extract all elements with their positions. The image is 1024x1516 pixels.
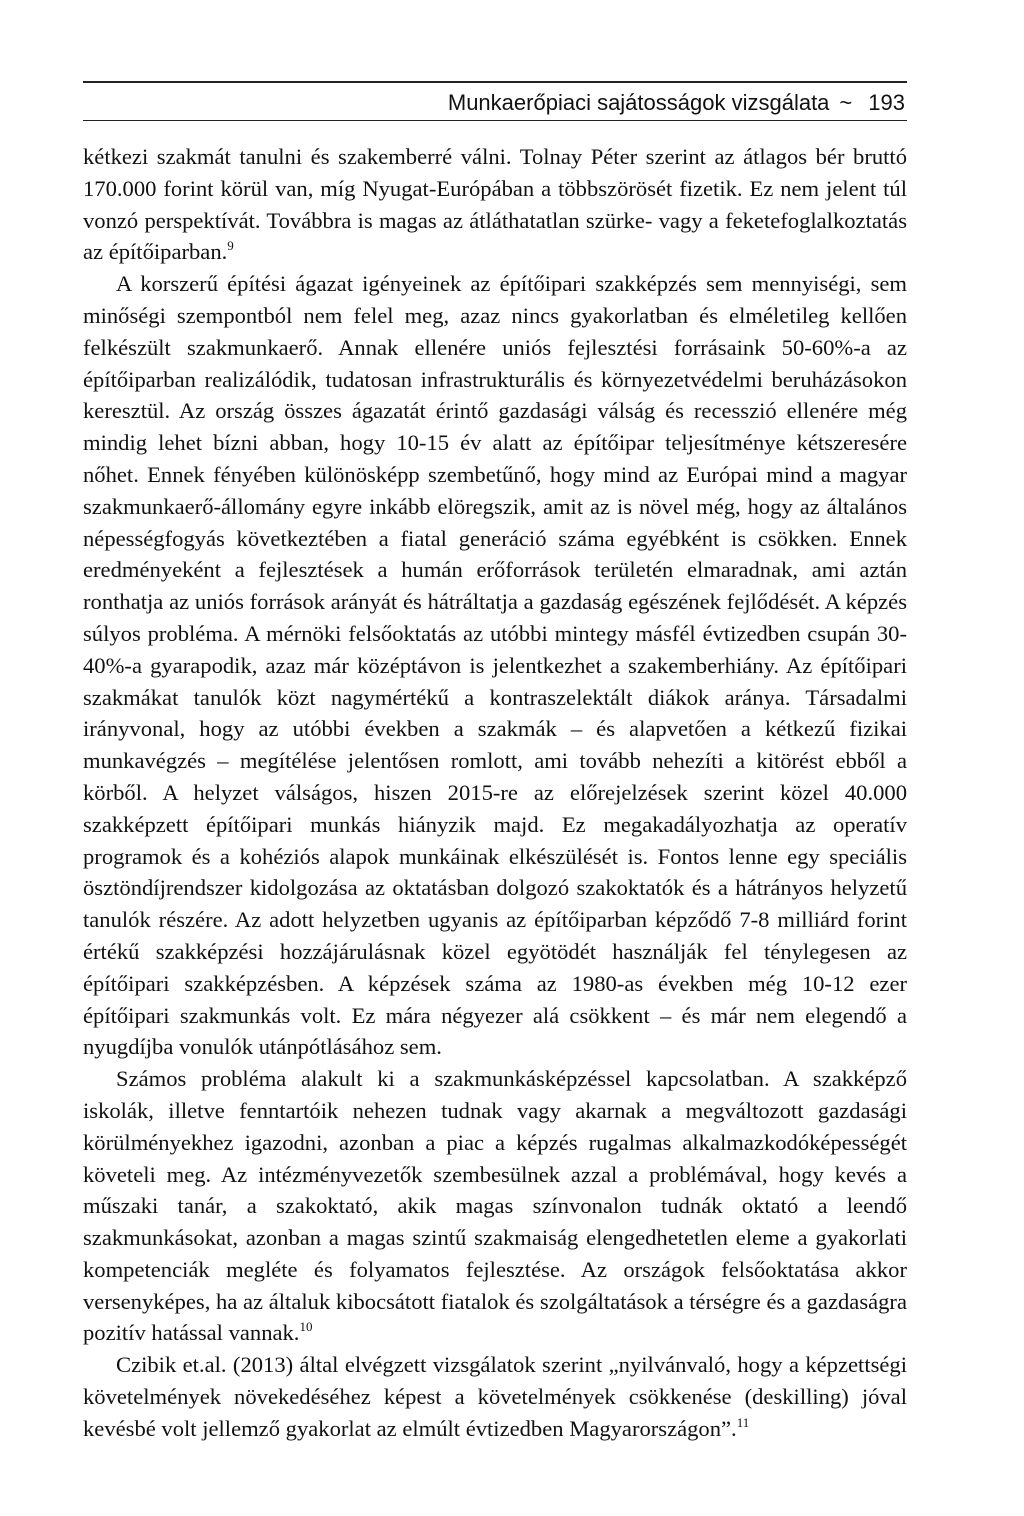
paragraph-text: Számos probléma alakult ki a szakmunkásképzéssel kapcsolatban. A szakképző iskolák, illetve fenntartóik nehezen tudnak vagy akarnak a megváltozott gazdasági körülményekhez igazodni, azonban a piac a képzés rugalmas alkalmazkodóképességét követeli meg. Az intézményvezetők szembesülnek azzal a problémával, hogy kevés a műszaki tanár, a szakoktató, akik magas színvonalon tudnák oktató a leendő szakmunkásokat, azonban a magas szintű szakmaiság elengedhetetlen eleme a gyakorlati kompetenciák megléte és folyamatos fejlesztése. Az országok felsőoktatása akkor versenyképes, ha az általuk kibocsátott fiatalok és szolgáltatások a térségre és a gazdaságra pozitív hatással vannak. (83, 1066, 907, 1346)
footnote-ref: 11 (736, 1414, 750, 1430)
footnote-ref: 9 (227, 238, 234, 254)
paragraph-text: A korszerű építési ágazat igényeinek az építőipari szakképzés sem mennyiségi, sem minőségi szempontból nem felel meg, azaz nincs gyakorlatban és elméletileg kellően felkészült szakmunkaerő. Annak ellenére uniós fejlesztési forrásaink 50-60%-a az építőiparban realizálódik, tudatosan infrastrukturális és környezetvédelmi beruházásokon keresztül. Az ország összes ágazatát érintő gazdasági válság és recesszió ellenére még mindig lehet bízni abban, hogy 10-15 év alatt az építőipar teljesítménye kétszeresére nőhet. Ennek fényében különösképp szembetűnő, hogy mind az Európai mind a magyar szakmunkaerő-állomány egyre inkább elöregszik, amit az is növel még, hogy az általános népességfogyás következtében a fiatal generáció száma egyébként is csökken. Ennek eredményeként a fejlesztések a humán erőforrások területén elmaradnak, ami aztán ronthatja az uniós források arányát és hátráltatja a gazdaság egészének fejlődését. A képzés súlyos probléma. A mérnöki felsőoktatás az utóbbi mintegy másfél évtizedben csupán 30-40%-a gyarapodik, azaz már középtávon is jelentkezhet a szakemberhiány. Az építőipari szakmákat tanulók közt nagymértékű a kontraszelektált diákok aránya. Társadalmi irányvonal, hogy az utóbbi években a szakmák – és alapvetően a kétkezű fizikai munkavégzés – megítélése jelentősen romlott, ami tovább nehezíti a kitörést ebből a körből. A helyzet válságos, hiszen 2015-re az előrejelzések szerint közel 40.000 szakképzett építőipari munkás hiányzik majd. Ez megakadályozhatja az operatív programok és a kohéziós alapok munkáinak elkészülését is. Fontos lenne egy speciális ösztöndíjrendszer kidolgozása az oktatásban dolgozó szakoktatók és a hátrányos helyzetű tanulók részére. Az adott helyzetben ugyanis az építőiparban képződő 7-8 milliárd forint értékű szakképzési hozzájárulásnak közel egyötödét használják fel ténylegesen az építőipari szakképzésben. A képzések száma az 1980-as években még 10-12 ezer építőipari szakmunkás volt. Ez mára négyezer alá csökkent – és már nem elegendő a nyugdíjba vonulók utánpótlásához sem. (83, 271, 907, 1060)
paragraph (83, 1063, 907, 1349)
page-number: 193 (868, 90, 905, 115)
running-header-title: Munkaerőpiaci sajátosságok vizsgálata (447, 90, 830, 115)
paragraph (83, 1349, 907, 1444)
footnote-ref: 10 (299, 1319, 313, 1335)
paragraph-continued (83, 141, 907, 268)
body-text (83, 141, 907, 1445)
running-header (83, 86, 907, 121)
header-separator: ~ (839, 90, 853, 115)
paragraph (83, 268, 907, 1063)
header-top-rule (83, 81, 907, 83)
paragraph-text: Czibik et.al. (2013) által elvégzett vizsgálatok szerint „nyilvánvaló, hogy a képzettségi követelmények növekedéséhez képest a követelmények csökkenése (deskilling) jóval kevésbé volt jellemző gyakorlat az elmúlt évtizedben Magyarországon”. (83, 1352, 907, 1441)
paragraph-text: kétkezi szakmát tanulni és szakemberré válni. Tolnay Péter szerint az átlagos bér bruttó 170.000 forint körül van, míg Nyugat-Európában a többszörösét fizetik. Ez nem jelent túl vonzó perspektívát. Továbbra is magas az átláthatatlan szürke- vagy a feketefoglalkoztatás az építőiparban. (83, 144, 907, 265)
